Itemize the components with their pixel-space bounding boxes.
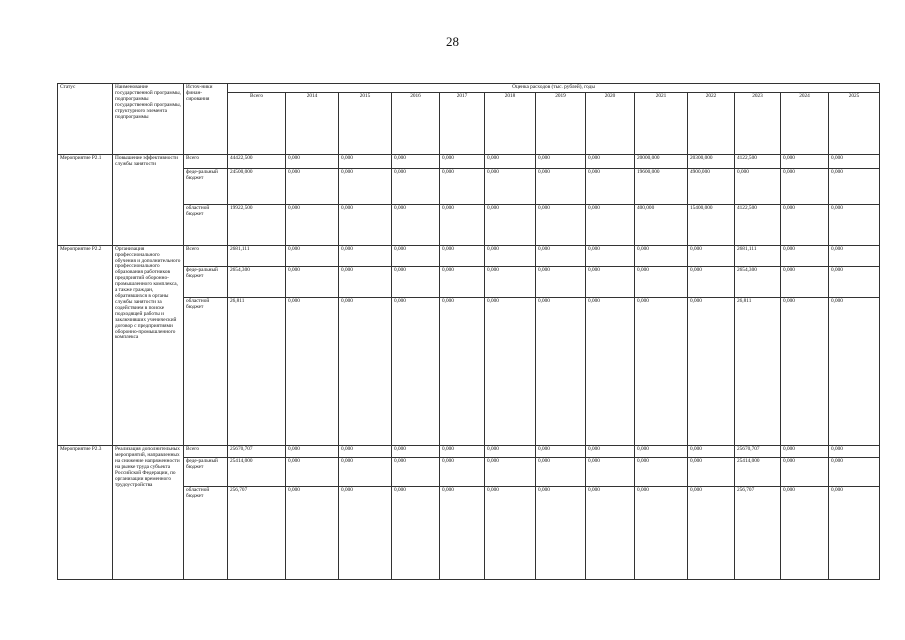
year-value-cell: 25414,000 xyxy=(735,458,781,487)
year-value-cell: 0,000 xyxy=(440,169,485,205)
header-total: Всего xyxy=(228,92,286,154)
year-value-cell: 0,000 xyxy=(781,245,829,266)
year-value-cell: 0,000 xyxy=(339,169,392,205)
year-value-cell: 0,000 xyxy=(829,267,880,298)
year-value-cell: 0,000 xyxy=(339,154,392,168)
year-value-cell: 0,000 xyxy=(286,169,339,205)
year-value-cell: 0,000 xyxy=(536,458,586,487)
year-value-cell: 0,000 xyxy=(485,205,536,246)
year-value-cell: 0,000 xyxy=(536,267,586,298)
year-value-cell: 0,000 xyxy=(635,486,688,579)
year-value-cell: 0,000 xyxy=(392,245,440,266)
total-cell: 2681,111 xyxy=(228,245,286,266)
measure-name: Реализация дополнительных мероприятий, направленных на снижение напряженности на рынке труда субъекта Российской Федерации, по организации временного трудоустройства xyxy=(113,446,184,580)
header-status: Статус xyxy=(58,84,113,155)
year-value-cell: 0,000 xyxy=(781,169,829,205)
year-value-cell: 0,000 xyxy=(392,205,440,246)
year-value-cell: 0,000 xyxy=(635,267,688,298)
year-value-cell: 0,000 xyxy=(339,245,392,266)
header-year: 2021 xyxy=(635,92,688,154)
total-cell: 256,707 xyxy=(228,486,286,579)
year-value-cell: 25670,707 xyxy=(735,446,781,458)
year-value-cell: 0,000 xyxy=(829,446,880,458)
year-value-cell: 0,000 xyxy=(485,298,536,446)
year-value-cell: 0,000 xyxy=(829,486,880,579)
year-value-cell: 0,000 xyxy=(485,169,536,205)
year-value-cell: 0,000 xyxy=(392,486,440,579)
year-value-cell: 0,000 xyxy=(781,205,829,246)
funding-source: Всего xyxy=(184,245,228,266)
header-year: 2023 xyxy=(735,92,781,154)
measure-status: Мероприятие P2.1 xyxy=(58,154,113,245)
year-value-cell: 0,000 xyxy=(485,458,536,487)
year-value-cell: 0,000 xyxy=(536,245,586,266)
total-cell: 24500,000 xyxy=(228,169,286,205)
year-value-cell: 0,000 xyxy=(635,458,688,487)
header-year: 2016 xyxy=(392,92,440,154)
year-value-cell: 0,000 xyxy=(586,458,635,487)
year-value-cell: 0,000 xyxy=(586,486,635,579)
header-name: Наименование государственной программы, подпрограммы государственной программы, структурного элемента подпрограммы xyxy=(113,84,184,155)
year-value-cell: 2654,300 xyxy=(735,267,781,298)
table-row xyxy=(58,245,880,266)
year-value-cell: 20300,000 xyxy=(688,154,735,168)
header-year: 2020 xyxy=(586,92,635,154)
year-value-cell: 0,000 xyxy=(440,446,485,458)
year-value-cell: 15400,000 xyxy=(688,205,735,246)
year-value-cell: 4122,500 xyxy=(735,205,781,246)
total-cell: 25414,000 xyxy=(228,458,286,487)
funding-source: феде-ральный бюджет xyxy=(184,458,228,487)
year-value-cell: 0,000 xyxy=(586,298,635,446)
year-value-cell: 0,000 xyxy=(688,267,735,298)
year-value-cell: 0,000 xyxy=(339,486,392,579)
header-year: 2018 xyxy=(485,92,536,154)
year-value-cell: 0,000 xyxy=(586,169,635,205)
header-year: 2025 xyxy=(829,92,880,154)
year-value-cell: 0,000 xyxy=(485,446,536,458)
funding-source: областной бюджет xyxy=(184,298,228,446)
year-value-cell: 20000,000 xyxy=(635,154,688,168)
year-value-cell: 0,000 xyxy=(286,154,339,168)
year-value-cell: 0,000 xyxy=(688,245,735,266)
year-value-cell: 0,000 xyxy=(536,169,586,205)
year-value-cell: 0,000 xyxy=(286,486,339,579)
year-value-cell: 0,000 xyxy=(339,205,392,246)
year-value-cell: 0,000 xyxy=(440,205,485,246)
year-value-cell: 0,000 xyxy=(586,267,635,298)
year-value-cell: 0,000 xyxy=(440,486,485,579)
funding-source: феде-ральный бюджет xyxy=(184,169,228,205)
year-value-cell: 0,000 xyxy=(536,486,586,579)
total-cell: 26,811 xyxy=(228,298,286,446)
funding-source: областной бюджет xyxy=(184,486,228,579)
year-value-cell: 0,000 xyxy=(485,154,536,168)
year-value-cell: 0,000 xyxy=(286,245,339,266)
year-value-cell: 0,000 xyxy=(392,154,440,168)
measure-name: Организация профессионального обучения и дополнительного профессионального образования работников предприятий оборонно-промышленного комплекса, а также граждан, обратившихся в органы службы занятости за содействием в поиске подходящей работы и заключивших ученический договор с предприятиями оборонно-промышленного комплекса xyxy=(113,245,184,446)
year-value-cell: 0,000 xyxy=(635,446,688,458)
total-cell: 44422,500 xyxy=(228,154,286,168)
year-value-cell: 2681,111 xyxy=(735,245,781,266)
year-value-cell: 0,000 xyxy=(536,298,586,446)
year-value-cell: 0,000 xyxy=(829,245,880,266)
year-value-cell: 0,000 xyxy=(485,486,536,579)
year-value-cell: 0,000 xyxy=(688,486,735,579)
year-value-cell: 0,000 xyxy=(781,446,829,458)
year-value-cell: 0,000 xyxy=(586,154,635,168)
year-value-cell: 4122,500 xyxy=(735,154,781,168)
header-year: 2014 xyxy=(286,92,339,154)
year-value-cell: 19600,000 xyxy=(635,169,688,205)
year-value-cell: 26,811 xyxy=(735,298,781,446)
year-value-cell: 0,000 xyxy=(536,205,586,246)
year-value-cell: 0,000 xyxy=(635,245,688,266)
year-value-cell: 0,000 xyxy=(392,446,440,458)
total-cell: 2654,300 xyxy=(228,267,286,298)
year-value-cell: 0,000 xyxy=(829,154,880,168)
measure-status: Мероприятие P2.3 xyxy=(58,446,113,580)
year-value-cell: 4900,000 xyxy=(688,169,735,205)
year-value-cell: 0,000 xyxy=(688,458,735,487)
year-value-cell: 0,000 xyxy=(440,245,485,266)
year-value-cell: 0,000 xyxy=(286,446,339,458)
total-cell: 19922,500 xyxy=(228,205,286,246)
measure-status: Мероприятие P2.2 xyxy=(58,245,113,446)
year-value-cell: 0,000 xyxy=(829,169,880,205)
budget-table xyxy=(57,83,880,580)
header-year: 2015 xyxy=(339,92,392,154)
total-cell: 25670,707 xyxy=(228,446,286,458)
year-value-cell: 0,000 xyxy=(392,458,440,487)
year-value-cell: 0,000 xyxy=(440,458,485,487)
year-value-cell: 0,000 xyxy=(440,267,485,298)
year-value-cell: 0,000 xyxy=(392,169,440,205)
header-year: 2019 xyxy=(536,92,586,154)
year-value-cell: 0,000 xyxy=(586,245,635,266)
year-value-cell: 0,000 xyxy=(440,154,485,168)
year-value-cell: 400,000 xyxy=(635,205,688,246)
year-value-cell: 0,000 xyxy=(829,458,880,487)
year-value-cell: 0,000 xyxy=(781,267,829,298)
year-value-cell: 0,000 xyxy=(339,458,392,487)
year-value-cell: 0,000 xyxy=(781,154,829,168)
table-row xyxy=(58,154,880,168)
year-value-cell: 0,000 xyxy=(485,245,536,266)
header-estimate: Оценка расходов (тыс. рублей), годы xyxy=(228,84,880,93)
year-value-cell: 0,000 xyxy=(536,446,586,458)
year-value-cell: 0,000 xyxy=(339,298,392,446)
year-value-cell: 0,000 xyxy=(440,298,485,446)
year-value-cell: 256,707 xyxy=(735,486,781,579)
year-value-cell: 0,000 xyxy=(286,298,339,446)
funding-source: феде-ральный бюджет xyxy=(184,267,228,298)
funding-source: областной бюджет xyxy=(184,205,228,246)
year-value-cell: 0,000 xyxy=(339,446,392,458)
funding-source: Всего xyxy=(184,446,228,458)
year-value-cell: 0,000 xyxy=(781,458,829,487)
year-value-cell: 0,000 xyxy=(586,205,635,246)
year-value-cell: 0,000 xyxy=(485,267,536,298)
year-value-cell: 0,000 xyxy=(735,169,781,205)
year-value-cell: 0,000 xyxy=(392,267,440,298)
year-value-cell: 0,000 xyxy=(536,154,586,168)
page-number: 28 xyxy=(446,34,459,49)
year-value-cell: 0,000 xyxy=(339,267,392,298)
year-value-cell: 0,000 xyxy=(635,298,688,446)
year-value-cell: 0,000 xyxy=(781,486,829,579)
header-source: Источ-ники финан-сирования xyxy=(184,84,228,155)
funding-source: Всего xyxy=(184,154,228,168)
year-value-cell: 0,000 xyxy=(286,267,339,298)
year-value-cell: 0,000 xyxy=(392,298,440,446)
year-value-cell: 0,000 xyxy=(688,446,735,458)
year-value-cell: 0,000 xyxy=(586,446,635,458)
header-year: 2017 xyxy=(440,92,485,154)
table-row xyxy=(58,446,880,458)
year-value-cell: 0,000 xyxy=(781,298,829,446)
year-value-cell: 0,000 xyxy=(286,205,339,246)
header-year: 2024 xyxy=(781,92,829,154)
year-value-cell: 0,000 xyxy=(286,458,339,487)
year-value-cell: 0,000 xyxy=(688,298,735,446)
header-year: 2022 xyxy=(688,92,735,154)
measure-name: Повышение эффективности службы занятости xyxy=(113,154,184,245)
year-value-cell: 0,000 xyxy=(829,205,880,246)
year-value-cell: 0,000 xyxy=(829,298,880,446)
